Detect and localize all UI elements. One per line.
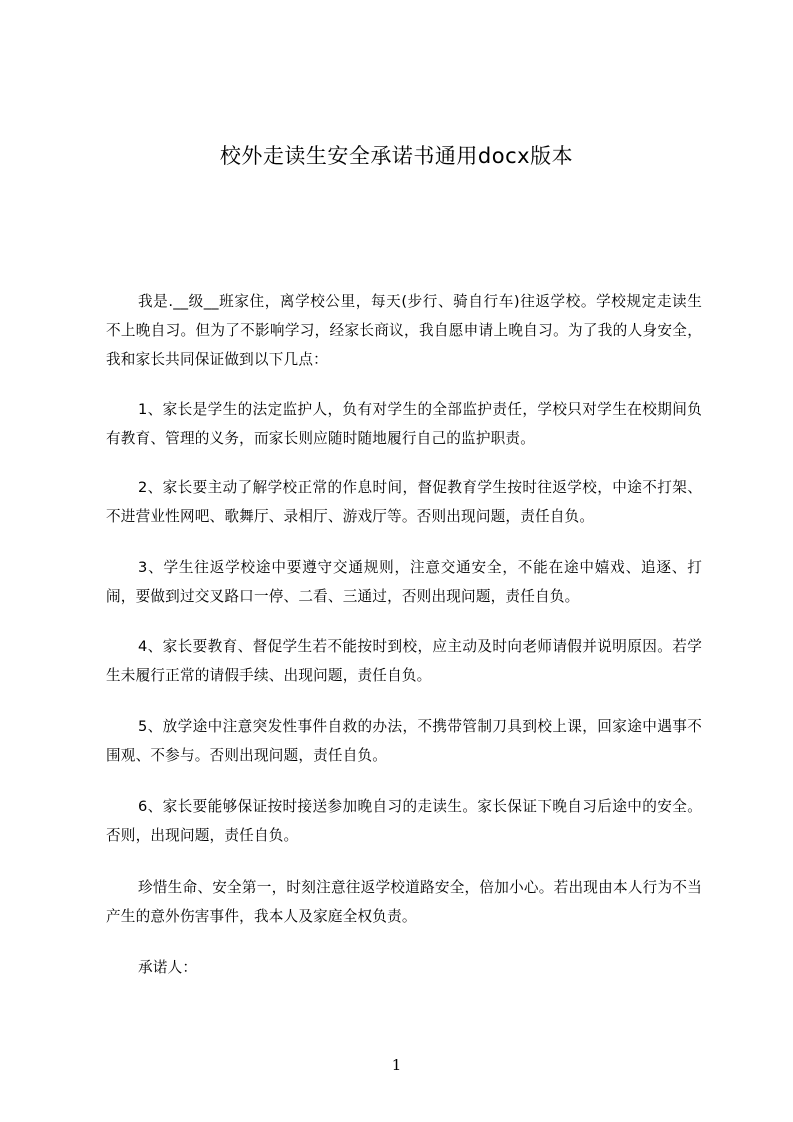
paragraph-closing: 珍惜生命、安全第一，时刻注意往返学校道路安全，倍加小心。若出现由本人行为不当产生的意外伤害事件，我本人及家庭全权负责。 <box>106 879 702 925</box>
paragraph-item-2: 2、家长要主动了解学校正常的作息时间，督促教育学生按时往返学校，中途不打架、不进营业性网吧、歌舞厅、录相厅、游戏厅等。否则出现问题，责任自负。 <box>106 479 702 525</box>
page-number: 1 <box>391 1056 402 1074</box>
paragraph-item-4: 4、家长要教育、督促学生若不能按时到校，应主动及时向老师请假并说明原因。若学生未履行正常的请假手续、出现问题，责任自负。 <box>106 638 702 684</box>
document-title: 校外走读生安全承诺书通用docx版本 <box>219 144 574 168</box>
paragraph-item-3: 3、学生往返学校途中要遵守交通规则，注意交通安全，不能在途中嬉戏、追逐、打闹，要做到过交叉路口一停、二看、三通过，否则出现问题，责任自负。 <box>106 559 702 605</box>
paragraph-item-5: 5、放学途中注意突发性事件自救的办法，不携带管制刀具到校上课，回家途中遇事不围观、不参与。否则出现问题，责任自负。 <box>106 718 702 764</box>
signature-label: 承诺人： <box>138 959 198 976</box>
paragraph-intro: 我是.__级__班家住，离学校公里，每天(步行、骑自行车)往返学校。学校规定走读生不上晚自习。但为了不影响学习，经家长商议，我自愿申请上晚自习。为了我的人身安全，我和家长共同保证做到以下几点： <box>106 293 702 368</box>
paragraph-item-1: 1、家长是学生的法定监护人，负有对学生的全部监护责任，学校只对学生在校期间负有教育、管理的义务，而家长则应随时随地履行自己的监护职责。 <box>106 401 702 447</box>
paragraph-item-6: 6、家长要能够保证按时接送参加晚自习的走读生。家长保证下晚自习后途中的安全。否则，出现问题，责任自负。 <box>106 798 702 844</box>
